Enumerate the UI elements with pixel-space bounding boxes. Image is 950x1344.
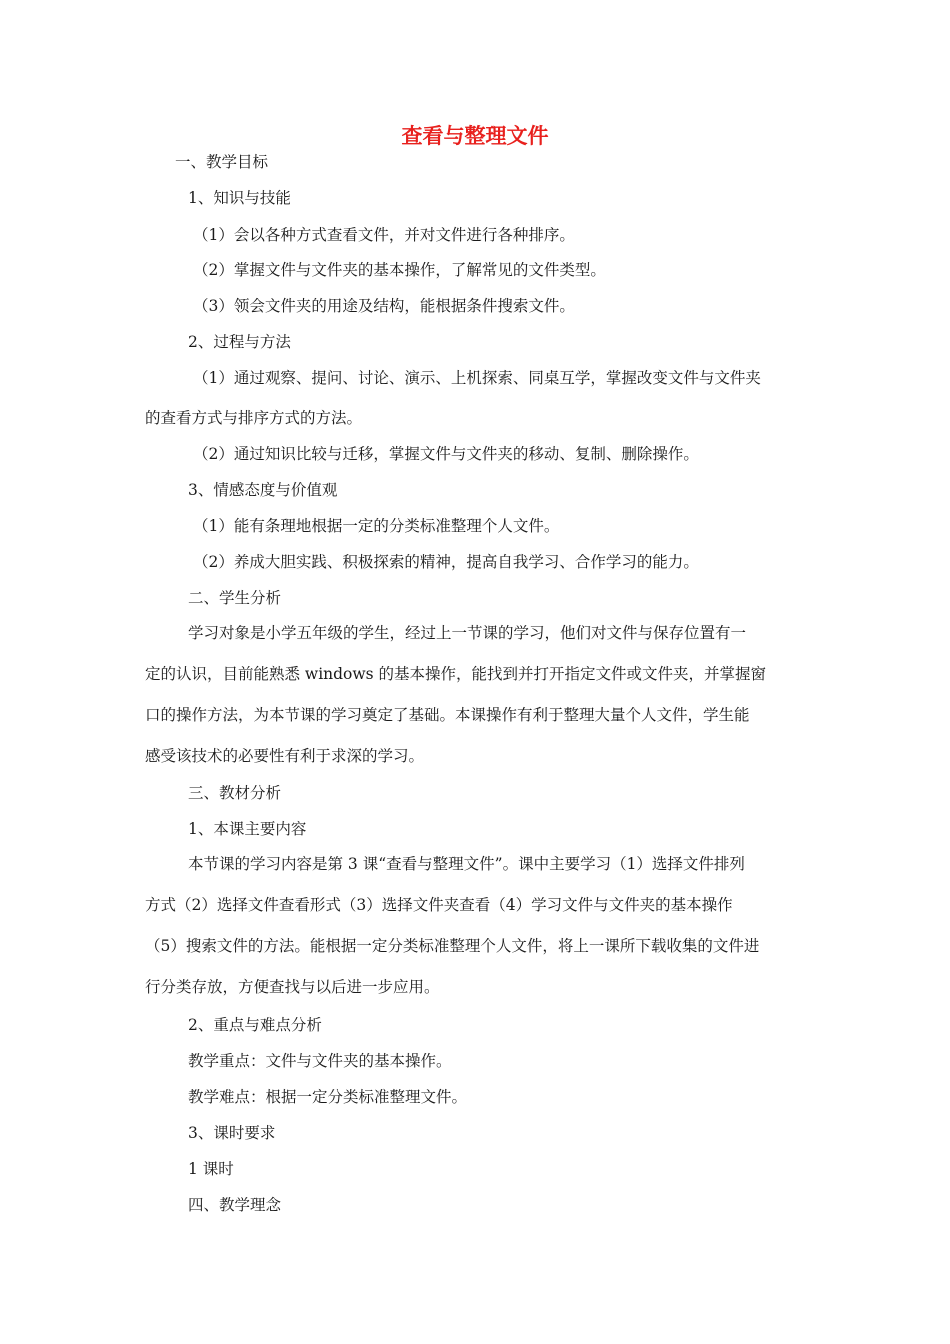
subheading-knowledge-skills: 1、知识与技能 — [188, 189, 291, 207]
document-title: 查看与整理文件 — [401, 124, 549, 148]
paragraph-line: （5）搜索文件的方法。能根据一定分类标准整理个人文件，将上一课所下载收集的文件进 — [145, 937, 760, 955]
subheading-attitude-values: 3、情感态度与价值观 — [188, 481, 338, 499]
objective-item: （1）能有条理地根据一定的分类标准整理个人文件。 — [193, 517, 560, 535]
paragraph-student-analysis — [145, 622, 810, 786]
section-heading-material-analysis: 三、教材分析 — [188, 784, 282, 802]
paragraph-line: 行分类存放，方便查找与以后进一步应用。 — [145, 978, 440, 996]
paragraph-line: 感受该技术的必要性有利于求深的学习。 — [145, 747, 425, 765]
subheading-main-content: 1、本课主要内容 — [188, 820, 307, 838]
objective-item: （3）领会文件夹的用途及结构，能根据条件搜索文件。 — [193, 297, 575, 315]
subheading-class-hours: 3、课时要求 — [188, 1124, 276, 1142]
section-heading-teaching-philosophy: 四、教学理念 — [188, 1196, 282, 1214]
paragraph-line: 方式（2）选择文件查看形式（3）选择文件夹查看（4）学习文件与文件夹的基本操作 — [145, 896, 733, 914]
paragraph-line: 口的操作方法，为本节课的学习奠定了基础。本课操作有利于整理大量个人文件，学生能 — [145, 706, 750, 724]
objective-item: （2）掌握文件与文件夹的基本操作，了解常见的文件类型。 — [193, 261, 606, 279]
objective-item: （1）会以各种方式查看文件，并对文件进行各种排序。 — [193, 226, 575, 244]
objective-item: （2）通过知识比较与迁移，掌握文件与文件夹的移动、复制、删除操作。 — [193, 445, 699, 463]
section-heading-objectives: 一、教学目标 — [175, 153, 269, 171]
objective-item: （2）养成大胆实践、积极探索的精神，提高自我学习、合作学习的能力。 — [193, 553, 699, 571]
objective-item: （1）通过观察、提问、讨论、演示、上机探索、同桌互学，掌握改变文件与文件夹 — [193, 369, 761, 387]
paragraph-main-content — [145, 853, 810, 1017]
class-hours-value: 1 课时 — [188, 1160, 234, 1178]
subheading-process-method: 2、过程与方法 — [188, 333, 291, 351]
subheading-key-points: 2、重点与难点分析 — [188, 1016, 322, 1034]
section-heading-student-analysis: 二、学生分析 — [188, 589, 282, 607]
paragraph-line: 定的认识，目前能熟悉 windows 的基本操作，能找到并打开指定文件或文件夹，并掌握窗 — [145, 665, 767, 683]
key-point-item: 教学重点：文件与文件夹的基本操作。 — [188, 1052, 452, 1070]
paragraph-line: 本节课的学习内容是第 3 课“查看与整理文件”。课中主要学习（1）选择文件排列 — [188, 855, 745, 873]
objective-item-continuation: 的查看方式与排序方式的方法。 — [145, 409, 363, 427]
difficult-point-item: 教学难点：根据一定分类标准整理文件。 — [188, 1088, 468, 1106]
paragraph-line: 学习对象是小学五年级的学生，经过上一节课的学习，他们对文件与保存位置有一 — [188, 624, 747, 642]
